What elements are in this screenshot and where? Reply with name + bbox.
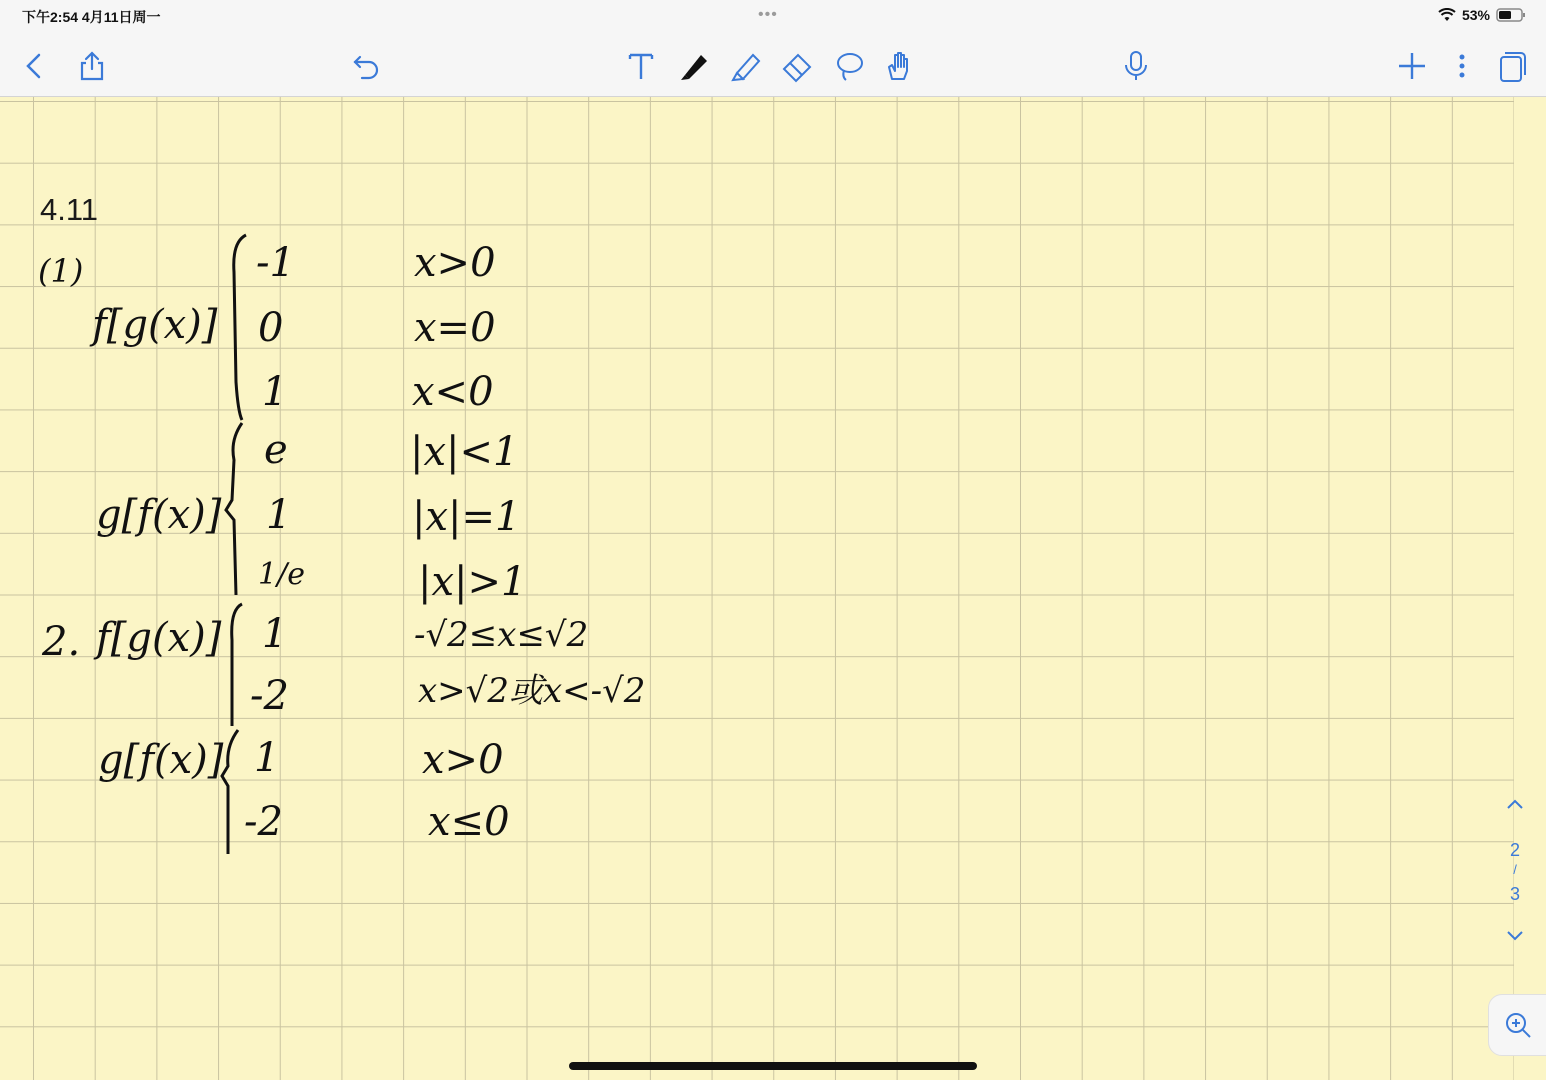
part1-label: (1) <box>38 252 84 290</box>
highlighter-icon[interactable] <box>726 46 766 86</box>
total-pages: 3 <box>1509 884 1520 904</box>
zoom-button[interactable] <box>1488 994 1546 1056</box>
fg-value-3: 1 <box>262 369 288 415</box>
text-tool-icon[interactable] <box>621 46 661 86</box>
fg-value-2: 0 <box>258 305 284 351</box>
share-icon[interactable] <box>72 46 112 86</box>
gf2-label: g[f(x)] <box>98 737 224 783</box>
page-indicator <box>1496 790 1534 955</box>
page-down-icon[interactable] <box>1506 930 1524 942</box>
wifi-icon <box>1438 8 1456 22</box>
fg2-value-1: 1 <box>262 611 288 657</box>
pen-icon[interactable] <box>674 46 714 86</box>
hand-icon[interactable] <box>879 46 919 86</box>
gf2-condition-1: x>0 <box>422 737 504 783</box>
fg2-label: f[g(x)] <box>96 615 222 661</box>
gf2-condition-2: x≤0 <box>428 799 510 845</box>
gf-condition-3: |x|>1 <box>418 559 527 605</box>
fg-label: f[g(x)] <box>92 302 218 348</box>
status-time: 下午2:54 4月11日周一 <box>22 9 161 25</box>
gf-label: g[f(x)] <box>96 492 222 538</box>
more-icon[interactable] <box>1442 46 1482 86</box>
multitask-dots[interactable]: ••• <box>758 6 778 23</box>
gf2-value-2: -2 <box>244 799 283 845</box>
fg-value-1: -1 <box>256 240 295 286</box>
gf-value-2: 1 <box>266 492 292 538</box>
status-right <box>1438 7 1526 23</box>
gf-brace <box>222 420 252 600</box>
home-indicator[interactable] <box>569 1062 977 1070</box>
fg2-brace <box>222 600 252 730</box>
fg-condition-3: x<0 <box>412 369 494 415</box>
gf-condition-2: |x|=1 <box>412 494 521 540</box>
undo-icon[interactable] <box>347 46 387 86</box>
battery-percent: 53% <box>1461 7 1490 23</box>
page-separator: / <box>1513 862 1517 877</box>
page-up-icon[interactable] <box>1506 798 1524 810</box>
gf-value-3: 1/e <box>258 557 305 592</box>
microphone-icon[interactable] <box>1116 46 1156 86</box>
eraser-icon[interactable] <box>777 46 817 86</box>
pages-icon[interactable] <box>1491 46 1531 86</box>
fg-condition-1: x>0 <box>414 240 496 286</box>
fg2-condition-2: x>√2或x<-√2 <box>418 671 646 711</box>
fg-condition-2: x=0 <box>414 305 496 351</box>
fg2-value-2: -2 <box>250 673 289 719</box>
note-date-title: 4.11 <box>40 192 99 227</box>
back-icon[interactable] <box>14 46 54 86</box>
zoom-in-icon <box>1503 1010 1533 1040</box>
gf2-value-1: 1 <box>254 735 280 781</box>
lasso-icon[interactable] <box>829 46 869 86</box>
gf-value-1: e <box>264 427 288 473</box>
add-page-icon[interactable] <box>1392 46 1432 86</box>
gf-condition-1: |x|<1 <box>410 429 519 475</box>
battery-icon <box>1496 8 1526 22</box>
current-page: 2 <box>1509 840 1520 860</box>
toolbar <box>0 0 1546 97</box>
fg2-condition-1: -√2≤x≤√2 <box>414 615 589 655</box>
part2-label: 2. <box>42 619 81 665</box>
fg-brace <box>222 232 252 422</box>
